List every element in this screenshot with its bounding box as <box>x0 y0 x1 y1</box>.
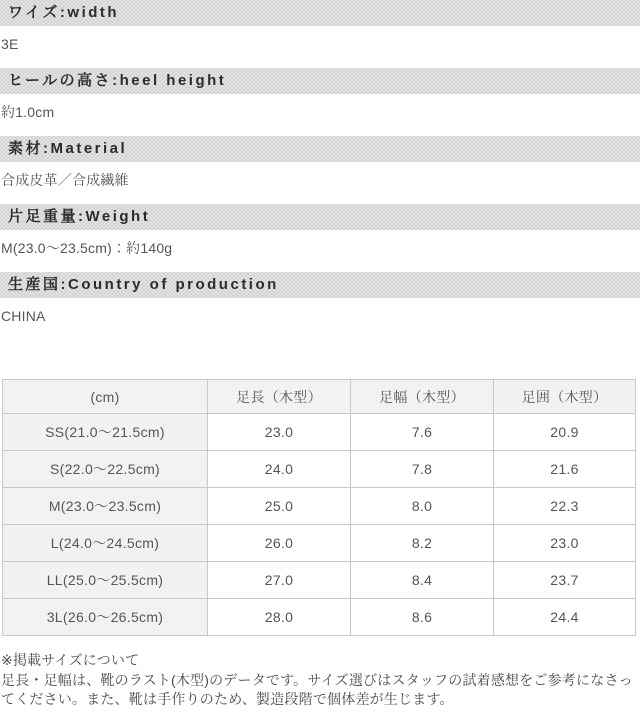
spec-header-material: 素材:Material <box>0 136 640 162</box>
size-note <box>0 651 640 710</box>
size-table-header-row <box>3 380 636 414</box>
spec-value-width: 3E <box>1 36 19 52</box>
spec-value-country: CHINA <box>1 308 46 324</box>
size-table-header-foot-girth: 足囲（木型） <box>494 380 636 414</box>
size-note-title: ※掲載サイズについて <box>1 652 140 668</box>
size-label: L(24.0～24.5cm) <box>3 525 208 562</box>
table-row-s <box>3 451 636 488</box>
foot-width-value: 8.4 <box>351 562 494 599</box>
size-label: 3L(26.0～26.5cm) <box>3 599 208 636</box>
foot-girth-value: 21.6 <box>494 451 636 488</box>
spec-value-material: 合成皮革／合成繊維 <box>1 172 129 188</box>
size-label: S(22.0～22.5cm) <box>3 451 208 488</box>
foot-girth-value: 23.0 <box>494 525 636 562</box>
size-label: SS(21.0～21.5cm) <box>3 414 208 451</box>
foot-length-value: 24.0 <box>208 451 351 488</box>
size-label: M(23.0～23.5cm) <box>3 488 208 525</box>
table-row-m <box>3 488 636 525</box>
size-table-header-foot-length: 足長（木型） <box>208 380 351 414</box>
size-table-header-cm: (cm) <box>3 380 208 414</box>
size-table-header-foot-width: 足幅（木型） <box>351 380 494 414</box>
spec-header-width: ワイズ:width <box>0 0 640 26</box>
foot-width-value: 7.8 <box>351 451 494 488</box>
foot-length-value: 23.0 <box>208 414 351 451</box>
foot-girth-value: 23.7 <box>494 562 636 599</box>
spec-section-country <box>0 272 640 340</box>
size-label: LL(25.0～25.5cm) <box>3 562 208 599</box>
foot-width-value: 7.6 <box>351 414 494 451</box>
spec-header-country: 生産国:Country of production <box>0 272 640 298</box>
table-row-ss <box>3 414 636 451</box>
foot-girth-value: 22.3 <box>494 488 636 525</box>
spec-section-material <box>0 136 640 204</box>
foot-length-value: 27.0 <box>208 562 351 599</box>
spec-value-weight: M(23.0～23.5cm)：約140g <box>1 240 173 256</box>
spec-section-weight <box>0 204 640 272</box>
spec-header-weight: 片足重量:Weight <box>0 204 640 230</box>
size-table <box>2 379 636 636</box>
foot-width-value: 8.6 <box>351 599 494 636</box>
size-note-body: 足長・足幅は、靴のラスト(木型)のデータです。サイズ選びはスタッフの試着感想をご参考になさってください。また、靴は手作りのため、製造段階で個体差が生じます。 <box>1 671 633 707</box>
foot-girth-value: 24.4 <box>494 599 636 636</box>
foot-length-value: 25.0 <box>208 488 351 525</box>
foot-width-value: 8.0 <box>351 488 494 525</box>
foot-length-value: 26.0 <box>208 525 351 562</box>
spec-value-heel-height: 約1.0cm <box>1 104 55 120</box>
table-row-ll <box>3 562 636 599</box>
table-row-3l <box>3 599 636 636</box>
spec-section-width <box>0 0 640 68</box>
spec-section-heel-height <box>0 68 640 136</box>
foot-girth-value: 20.9 <box>494 414 636 451</box>
foot-width-value: 8.2 <box>351 525 494 562</box>
table-row-l <box>3 525 636 562</box>
spec-header-heel-height: ヒールの高さ:heel height <box>0 68 640 94</box>
foot-length-value: 28.0 <box>208 599 351 636</box>
